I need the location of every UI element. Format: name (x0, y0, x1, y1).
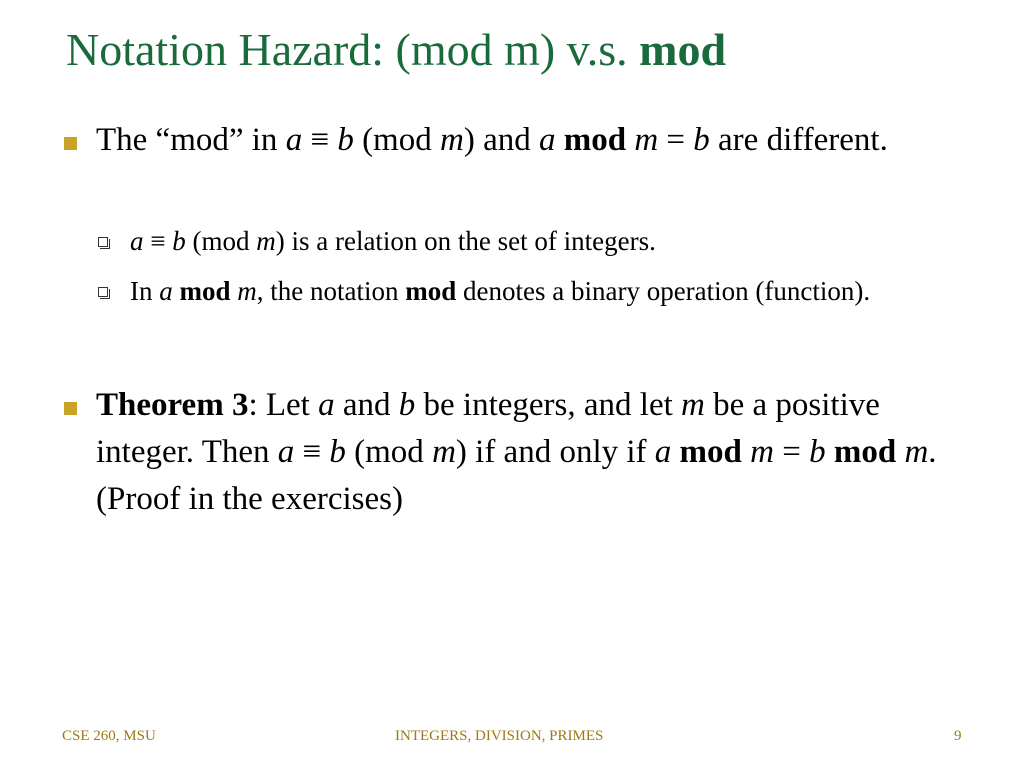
var-a: a (538, 122, 556, 158)
bullet-2-text: . (Proof in the exercises) (96, 434, 937, 517)
var-m: m (237, 276, 257, 306)
square-bullet-icon (64, 137, 77, 150)
space (173, 276, 180, 306)
space (742, 434, 750, 470)
square-bullet-icon (64, 402, 77, 415)
var-m: m (439, 122, 464, 158)
footer-course: CSE 260, MSU (62, 728, 156, 744)
hollow-square-bullet-icon (98, 237, 108, 247)
space (671, 434, 679, 470)
title-text: Notation Hazard: (mod m) v.s. (66, 24, 640, 75)
theorem-label: Theorem 3 (96, 387, 249, 423)
var-a: a (159, 276, 173, 306)
var-b: b (398, 387, 416, 423)
bullet-1-text: The “mod” in (96, 122, 286, 158)
bullet-2-text: : Let (248, 387, 319, 423)
mod-operator: mod (405, 276, 457, 306)
var-a: a (285, 122, 303, 158)
var-m: m (432, 434, 456, 470)
bullet-1 (96, 117, 966, 164)
var-m: m (256, 226, 276, 256)
bullet-1-text: are different. (709, 122, 888, 158)
var-b: b (693, 122, 710, 158)
bullet-2-text: be integers, and let (415, 387, 682, 423)
var-b: b (172, 226, 186, 256)
mod-operator: mod (179, 276, 231, 306)
var-a: a (130, 226, 144, 256)
equiv-symbol: ≡ (143, 226, 173, 256)
sub-bullet-2-text: denotes a binary operation (function). (456, 276, 871, 306)
sub-bullet-1-text: ) is a relation on the set of integers. (275, 226, 656, 256)
var-a: a (654, 434, 672, 470)
sub-bullet-2 (130, 272, 890, 310)
mod-operator: mod (563, 122, 627, 158)
bullet-2-text: ) if and only if (455, 434, 655, 470)
footer-topic: INTEGERS, DIVISION, PRIMES (395, 728, 604, 744)
bullet-2-text: (mod (345, 434, 433, 470)
var-m: m (750, 434, 774, 470)
title-bold-text: mod (639, 24, 727, 75)
var-a: a (277, 434, 295, 470)
bullet-2-text: be a positive integer. Then (96, 387, 880, 470)
bullet-2-text: and (334, 387, 399, 423)
equals-symbol: = (658, 122, 694, 158)
var-b: b (809, 434, 826, 470)
bullet-2-theorem (96, 382, 966, 523)
var-m: m (681, 387, 705, 423)
space (826, 434, 834, 470)
equals-symbol: = (773, 434, 810, 470)
mod-operator: mod (833, 434, 897, 470)
slide-title (66, 22, 726, 77)
var-m: m (634, 122, 659, 158)
space (555, 122, 563, 158)
sub-bullet-2-text: In (130, 276, 160, 306)
sub-bullet-2-text: , the notation (256, 276, 406, 306)
page-number: 9 (954, 728, 962, 744)
bullet-1-text: (mod (353, 122, 440, 158)
var-a: a (318, 387, 335, 423)
sub-bullet-1 (130, 222, 890, 260)
equiv-symbol: ≡ (294, 434, 330, 470)
equiv-symbol: ≡ (302, 122, 338, 158)
bullet-1-text: ) and (463, 122, 539, 158)
mod-operator: mod (679, 434, 742, 470)
hollow-square-bullet-icon (98, 287, 108, 297)
sub-bullet-1-text: (mod (185, 226, 257, 256)
var-b: b (329, 434, 346, 470)
var-b: b (337, 122, 354, 158)
var-m: m (904, 434, 929, 470)
